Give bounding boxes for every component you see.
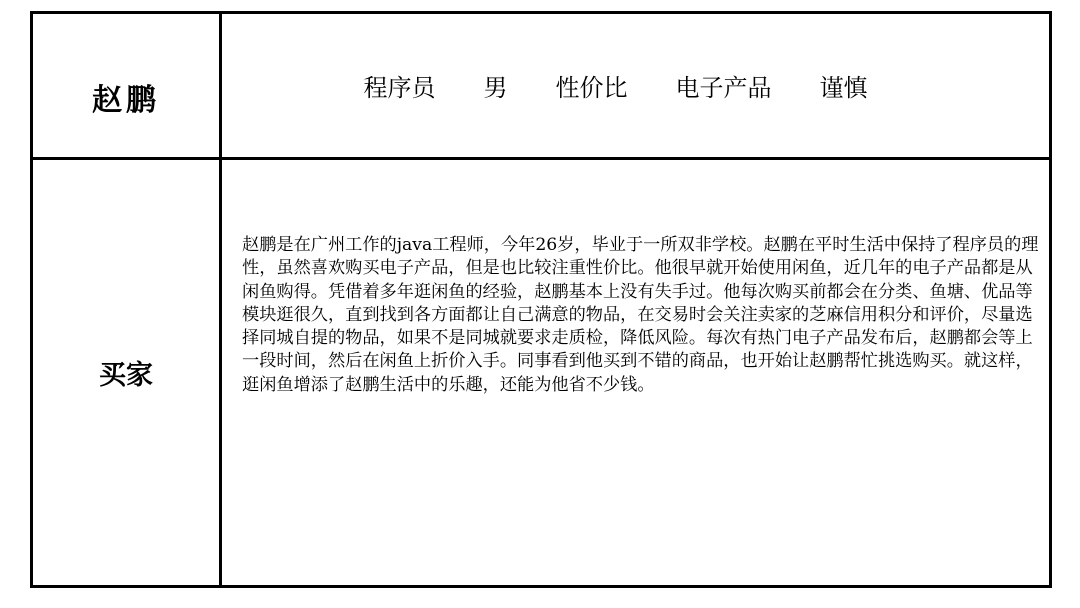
tag-personality: 谨慎 <box>819 74 868 102</box>
persona-role: 买家 <box>99 360 153 391</box>
tag-value: 性价比 <box>555 74 628 102</box>
persona-name: 赵鹏 <box>92 82 160 118</box>
persona-table <box>30 11 1052 588</box>
tags-cell <box>222 14 1049 160</box>
bio-cell <box>222 160 1049 585</box>
tag-interest: 电子产品 <box>675 74 772 102</box>
tag-gender: 男 <box>483 74 508 102</box>
tag-occupation: 程序员 <box>363 74 436 102</box>
role-cell <box>33 160 222 585</box>
name-cell <box>33 14 222 160</box>
persona-bio: 赵鹏是在广州工作的java工程师，今年26岁，毕业于一所双非学校。赵鹏在平时生活中保持了程序员的理性，虽然喜欢购买电子产品，但是也比较注重性价比。他很早就开始使用闲鱼，近几年的电子产品都是从闲鱼购得。凭借着多年逛闲鱼的经验，赵鹏基本上没有失手过。他每次购买前都会在分类、鱼塘、优品等模块逛很久，直到找到各方面都让自己满意的物品，在交易时会关注卖家的芝麻信用积分和评价，尽量选择同城自提的物品，如果不是同城就要求走质检，降低风险。每次有热门电子产品发布后，赵鹏都会等上一段时间，然后在闲鱼上折价入手。同事看到他买到不错的商品，也开始让赵鹏帮忙挑选购买。就这样，逛闲鱼增添了赵鹏生活中的乐趣，还能为他省不少钱。 <box>242 235 1039 395</box>
